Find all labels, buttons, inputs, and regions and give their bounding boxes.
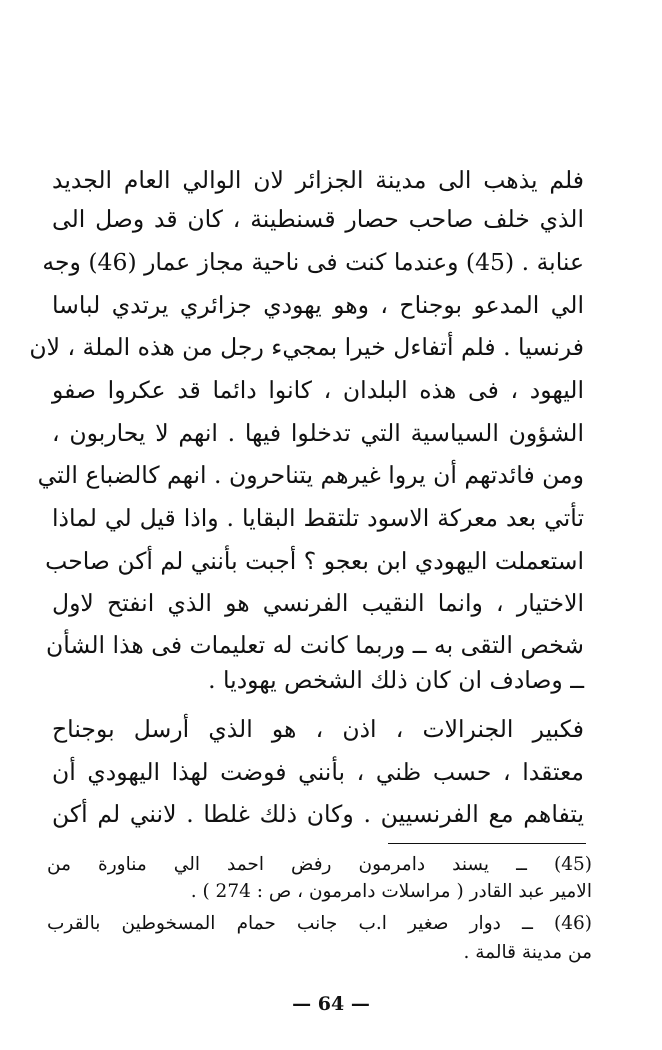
text-line: فكبير الجنرالات ، اذن ، هو الذي أرسل بوجناح bbox=[52, 715, 584, 743]
page-number: — 64 — bbox=[292, 993, 370, 1015]
text-line: معتقدا ، حسب ظني ، بأنني فوضت لهذا اليهودي أن bbox=[52, 758, 584, 786]
text-line: الاختيار ، وانما النقيب الفرنسي هو الذي انفتح لاول bbox=[52, 589, 584, 617]
footnote-line: (45) ــ يسند دامرمون رفض احمد الي مناورة من bbox=[47, 854, 592, 875]
text-line: فرنسيا . فلم أتفاءل خيرا بمجيء رجل من هذه الملة ، لان bbox=[29, 333, 584, 361]
text-line: الشؤون السياسية التي تدخلوا فيها . انهم لا يحاربون ، bbox=[52, 419, 584, 447]
text-line: فلم يذهب الى مدينة الجزائر لان الوالي العام الجديد bbox=[52, 166, 584, 194]
text-line: استعملت اليهودي ابن بعجو ؟ أجبت بأنني لم أكن صاحب bbox=[45, 547, 584, 575]
text-line: اليهود ، فى هذه البلدان ، كانوا دائما قد عكروا صفو bbox=[52, 376, 584, 404]
text-line: الذي خلف صاحب حصار قسنطينة ، كان قد وصل الى bbox=[52, 205, 584, 233]
footnote-line: (46) ــ دوار صغير ا.ب جانب حمام المسخوطين بالقرب bbox=[47, 913, 592, 934]
text-line: الي المدعو بوجناح ، وهو يهودي جزائري يرتدي لباسا bbox=[52, 291, 584, 319]
text-line: عنابة . (45) وعندما كنت فى ناحية مجاز عمار (46) وجه bbox=[42, 248, 584, 276]
footnote-line: من مدينة قالمة . bbox=[463, 942, 592, 963]
text-line: يتفاهم مع الفرنسيين . وكان ذلك غلطا . لانني لم أكن bbox=[52, 800, 584, 828]
text-line: تأتي بعد معركة الاسود تلتقط البقايا . واذا قيل لي لماذا bbox=[52, 504, 584, 532]
text-line: ومن فائدتهم أن يروا غيرهم يتناحرون . انهم كالضباع التي bbox=[37, 461, 584, 489]
footnote-line: الامير عبد القادر ( مراسلات دامرمون ، ص : 274 ) . bbox=[190, 881, 592, 902]
text-line: ــ وصادف ان كان ذلك الشخص يهوديا . bbox=[208, 666, 584, 694]
text-line: شخص التقى به ــ وربما كانت له تعليمات فى هذا الشأن bbox=[46, 631, 584, 659]
footnote-separator bbox=[388, 843, 586, 844]
